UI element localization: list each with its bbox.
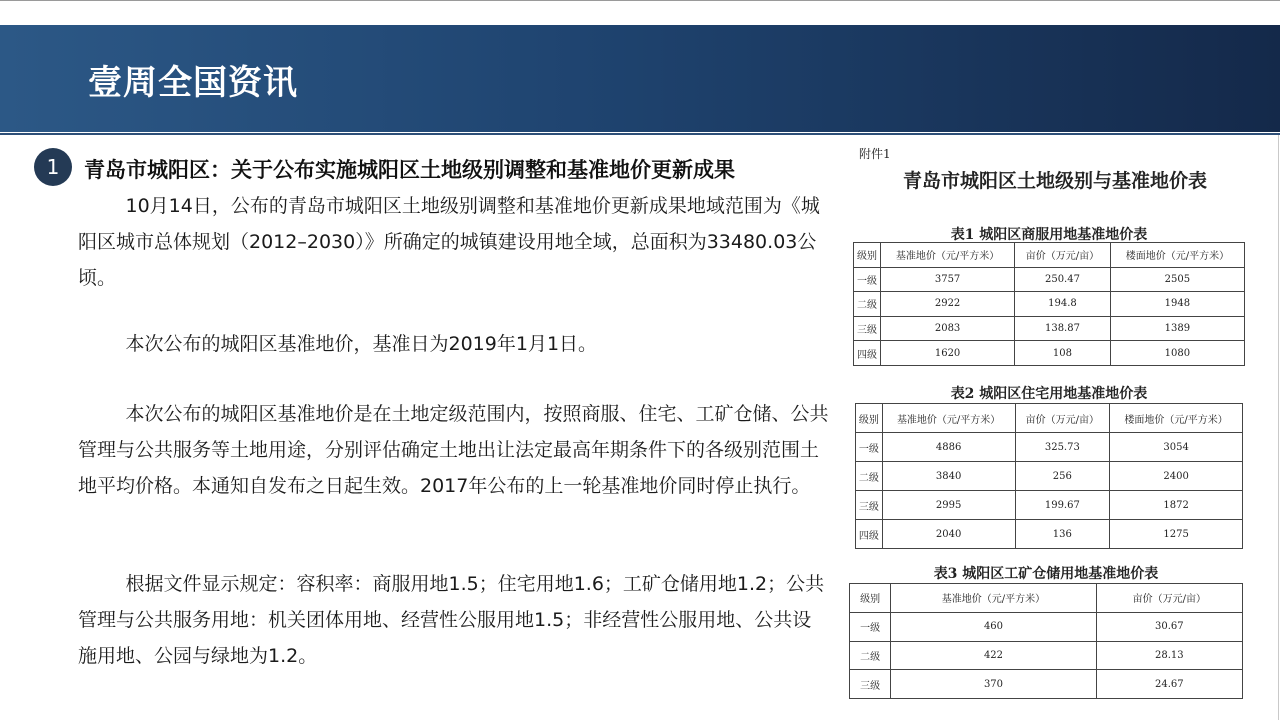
- article-title: 青岛市城阳区：关于公布实施城阳区土地级别调整和基准地价更新成果: [84, 158, 735, 182]
- table-cell: 1620: [880, 341, 1014, 366]
- table-cell: 3757: [880, 267, 1014, 292]
- table-cell: 一级: [854, 267, 881, 292]
- top-border-line: [0, 0, 1280, 1]
- table-cell: 1948: [1110, 292, 1244, 317]
- table-cell: 一级: [850, 612, 891, 641]
- table-cell: 二级: [854, 292, 881, 317]
- table-cell: 二级: [856, 462, 883, 491]
- table-cell: 250.47: [1015, 267, 1111, 292]
- table-header-cell: 楼面地价（元/平方米）: [1110, 404, 1243, 433]
- table-3-caption: 表3 城阳区工矿仓储用地基准地价表: [933, 566, 1159, 582]
- land-price-document-image: [845, 140, 1265, 720]
- table-cell: 194.8: [1015, 292, 1111, 317]
- table-row: [856, 462, 1243, 491]
- table-cell: 1275: [1110, 520, 1243, 549]
- table-cell: 2040: [882, 520, 1015, 549]
- table-cell: 三级: [854, 316, 881, 341]
- table-header-cell: 亩价（万元/亩）: [1015, 243, 1111, 268]
- table-cell: 四级: [856, 520, 883, 549]
- table-header-cell: 基准地价（元/平方米）: [882, 404, 1015, 433]
- table-header-cell: 级别: [856, 404, 883, 433]
- industrial-land-price-table: [849, 583, 1243, 699]
- table-cell: 28.13: [1096, 641, 1242, 670]
- header-title: 壹周全国资讯: [88, 63, 298, 103]
- table-row: [854, 267, 1245, 292]
- right-edge-line: [1278, 135, 1279, 720]
- table-cell: 4886: [882, 433, 1015, 462]
- table-header-cell: 楼面地价（元/平方米）: [1110, 243, 1244, 268]
- table-header-cell: 亩价（万元/亩）: [1015, 404, 1110, 433]
- table-cell: 30.67: [1096, 612, 1242, 641]
- table-header-cell: 基准地价（元/平方米）: [880, 243, 1014, 268]
- table-header-cell: 级别: [854, 243, 881, 268]
- table-cell: 199.67: [1015, 491, 1110, 520]
- table-cell: 2083: [880, 316, 1014, 341]
- article-paragraph-4: 根据文件显示规定：容积率：商服用地1.5；住宅用地1.6；工矿仓储用地1.2；公共管理与公共服务用地：机关团体用地、经营性公服用地1.5；非经营性公服用地、公共设施用地、公园与绿地为1.2。: [78, 573, 825, 667]
- table-cell: 2505: [1110, 267, 1244, 292]
- table-row: [856, 491, 1243, 520]
- table-row: [854, 316, 1245, 341]
- table-header-row: [850, 584, 1243, 613]
- table-row: [850, 612, 1243, 641]
- table-cell: 一级: [856, 433, 883, 462]
- table-cell: 3054: [1110, 433, 1243, 462]
- table-row: [854, 292, 1245, 317]
- table-cell: 2922: [880, 292, 1014, 317]
- table-header-cell: 基准地价（元/平方米）: [891, 584, 1096, 613]
- article-paragraph-1: 10月14日，公布的青岛市城阳区土地级别调整和基准地价更新成果地域范围为《城阳区城市总体规划（2012–2030）》所确定的城镇建设用地全域，总面积为33480.03公顷。: [78, 195, 820, 289]
- table-cell: 422: [891, 641, 1096, 670]
- table-row: [856, 520, 1243, 549]
- document-title: 青岛市城阳区土地级别与基准地价表: [902, 170, 1207, 192]
- table-cell: 1872: [1110, 491, 1243, 520]
- table-row: [850, 670, 1243, 699]
- annex-label: 附件1: [859, 147, 891, 161]
- table-2-caption: 表2 城阳区住宅用地基准地价表: [950, 386, 1148, 402]
- article-number-badge: 1: [34, 148, 72, 186]
- table-cell: 三级: [850, 670, 891, 699]
- table-cell: 138.87: [1015, 316, 1111, 341]
- table-cell: 370: [891, 670, 1096, 699]
- table-cell: 2995: [882, 491, 1015, 520]
- table-1-caption: 表1 城阳区商服用地基准地价表: [950, 227, 1148, 243]
- table-row: [856, 433, 1243, 462]
- table-header-row: [854, 243, 1245, 268]
- article-paragraph-2: 本次公布的城阳区基准地价，基准日为2019年1月1日。: [125, 333, 598, 355]
- table-header-cell: 亩价（万元/亩）: [1096, 584, 1242, 613]
- article-paragraph-3: 本次公布的城阳区基准地价是在土地定级范围内，按照商服、住宅、工矿仓储、公共管理与公共服务等土地用途，分别评估确定土地出让法定最高年期条件下的各级别范围土地平均价格。本通知自发布之日起生效。2017年公布的上一轮基准地价同时停止执行。: [78, 403, 829, 497]
- table-cell: 二级: [850, 641, 891, 670]
- header-banner: [0, 25, 1280, 132]
- table-header-row: [856, 404, 1243, 433]
- header-divider: [0, 133, 1280, 135]
- table-header-cell: 级别: [850, 584, 891, 613]
- residential-land-price-table: [855, 403, 1243, 549]
- table-cell: 24.67: [1096, 670, 1242, 699]
- table-cell: 460: [891, 612, 1096, 641]
- table-cell: 1080: [1110, 341, 1244, 366]
- table-cell: 1389: [1110, 316, 1244, 341]
- table-cell: 256: [1015, 462, 1110, 491]
- table-cell: 2400: [1110, 462, 1243, 491]
- table-cell: 108: [1015, 341, 1111, 366]
- table-row: [854, 341, 1245, 366]
- table-cell: 136: [1015, 520, 1110, 549]
- table-cell: 3840: [882, 462, 1015, 491]
- table-row: [850, 641, 1243, 670]
- table-cell: 四级: [854, 341, 881, 366]
- commercial-land-price-table: [853, 242, 1245, 366]
- table-cell: 三级: [856, 491, 883, 520]
- table-cell: 325.73: [1015, 433, 1110, 462]
